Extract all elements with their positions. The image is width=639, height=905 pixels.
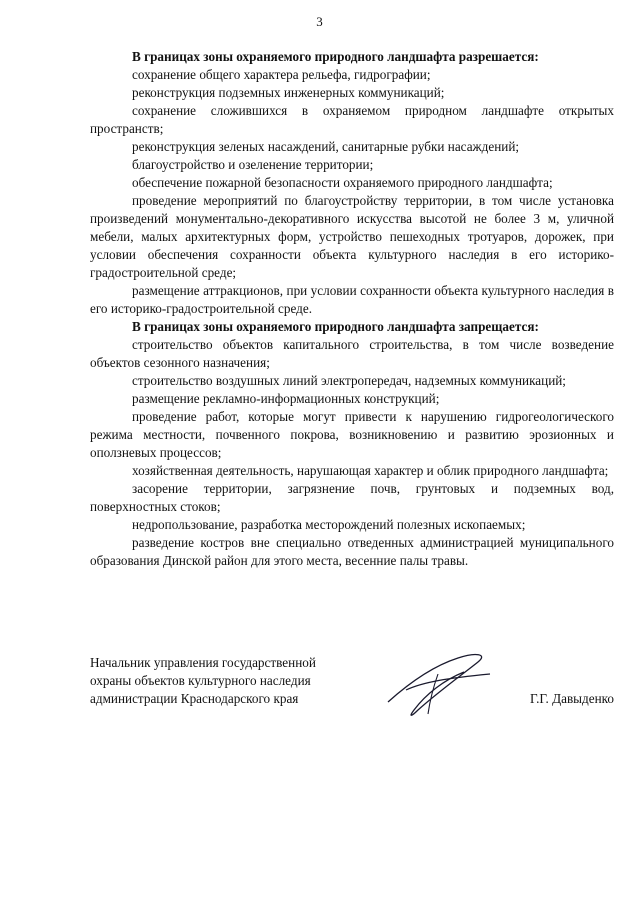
paragraph: размещение аттракционов, при условии сохранности объекта культурного наследия в его историко-градостроительной среде. (90, 283, 614, 316)
paragraph: обеспечение пожарной безопасности охраняемого природного ландшафта; (132, 175, 553, 190)
paragraph: размещение рекламно-информационных конструкций; (132, 391, 440, 406)
paragraph: проведение работ, которые могут привести к нарушению гидрогеологического режима местности, почвенного покрова, возникновению и развитию эрозионных и оползневых процессов; (90, 409, 614, 460)
paragraph: реконструкция зеленых насаждений, санитарные рубки насаждений; (132, 139, 520, 154)
page-number: 3 (316, 14, 323, 29)
section-heading: В границах зоны охраняемого природного ландшафта запрещается: (132, 319, 539, 334)
section-heading: В границах зоны охраняемого природного ландшафта разрешается: (132, 49, 539, 64)
signer-title (90, 654, 380, 708)
paragraph: засорение территории, загрязнение почв, грунтовых и подземных вод, поверхностных стоков; (90, 481, 614, 514)
signature-block (90, 654, 614, 724)
paragraph: строительство объектов капитального строительства, в том числе возведение объектов сезонного назначения; (90, 337, 614, 370)
paragraph: хозяйственная деятельность, нарушающая характер и облик природного ландшафта; (132, 463, 609, 478)
paragraph: недропользование, разработка месторождений полезных ископаемых; (132, 517, 526, 532)
paragraph: сохранение сложившихся в охраняемом природном ландшафте открытых пространств; (90, 103, 614, 136)
paragraph: проведение мероприятий по благоустройству территории, в том числе установка произведений монументально-декоративного искусства высотой не более 3 м, уличной мебели, малых архитектурных форм, устройство пешеходных тротуаров, дорожек, при условии обеспечения сохранности объекта культурного наследия в его историко-градостроительной среде; (90, 193, 614, 280)
paragraph: разведение костров вне специально отведенных администрацией муниципального образования Динской район для этого места, весенние палы травы. (90, 535, 614, 568)
paragraph: строительство воздушных линий электропередач, надземных коммуникаций; (132, 373, 566, 388)
signer-title-line: Начальник управления государственной (90, 655, 316, 670)
signer-title-line: охраны объектов культурного наследия (90, 673, 311, 688)
paragraph: благоустройство и озеленение территории; (132, 157, 374, 172)
handwritten-signature (378, 644, 498, 724)
paragraph: реконструкция подземных инженерных коммуникаций; (132, 85, 445, 100)
document-body (90, 48, 614, 570)
signer-title-line: администрации Краснодарского края (90, 691, 299, 706)
paragraph: сохранение общего характера рельефа, гидрографии; (132, 67, 431, 82)
signer-name: Г.Г. Давыденко (529, 691, 614, 706)
